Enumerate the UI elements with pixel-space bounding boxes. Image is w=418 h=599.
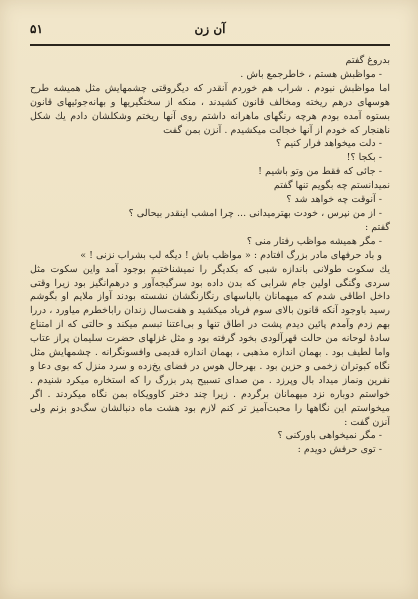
paragraph: اما مواظبش نبودم . شراب هم خوردم آنقدر که دیگروقتی چشمهایش مثل همیشه طرح هوسهای درهم ریخته ومخالف قانون کشیدند ، منکه از سختگیریها و بهانه‌جوئیهای قانون بستوه آمده بودم هرچه رنگهای ماهرانه داشتم روی آنها ریختم وشکلشان دادم یك شکل ناهنجار که خودم از آنها خجالت میکشیدم . آنزن بمن گفت [30, 82, 390, 136]
paragraph: بدروغ گفتم [345, 55, 390, 66]
dialogue-line: - بکجا ؟! [346, 152, 382, 164]
header-rule [30, 44, 390, 46]
dialogue-line: - توی حرفش دویدم : [297, 444, 382, 456]
dialogue-line: - آنوقت چه خواهد شد ؟ [286, 194, 382, 206]
paragraph: نمیدانستم چه بگویم تنها گفتم [273, 180, 390, 192]
dialogue-line: - مواظبش هستم ، خاطرجمع باش . [240, 68, 382, 80]
paragraph: یك سکوت طولانی باندازه شبی که بکدیگر را نمیشناختیم بوجود آمد واین سکوت مثل سردی وگنگی اولین جام شرابی که بدن داده بود سرگیجه‌آور و درهم‌انگیز بود زیرا وقتی داخل اطاقی شدم که میهمانان بالباسهای رنگارنگشان نشسته بودند آواز ملایم او بگوشم رسید باوجود آنکه قانون بالای سوم فریاد میکشید و هفت‌سال زندان راباخطرم میاورد ، دررا بهم زدم وآمدم پائین دیدم پشت در اطاق تنها و بی‌اعتنا تبسم میکند و حالتی که از امتناع سادهٔ لوحانه من حالت قهرآلودی بخود گرفته بود و مثل غزلهای حضرت سلیمان پراز عتاب واما لطیف بود . بهمان اندازه مذهبی ، بهمان اندازه قدیمی وافسونگرانه . چشمهایش مثل نگاه کبوتران زخمی و حزین بود . بهرحال هوس در فضای یخ‌زده و سرد منزل که بوی دعا و نفرین ونماز میداد بال وپرزد . من صدای تسبیح پدر بزرگ را که استخاره میکرد شنیدم . خواستم دوباره نزد میهمانان برگردم . زیرا چند دختر کاوویکاه بمن نگاه میکردند . اگر میخواستم این نگاهها را محبت‌آمیز تر کنم لازم بود هشت ماه دنبالشان سگ‌دو بزنم ولی آنزن گفت : [30, 263, 390, 428]
dialogue-line: - مگر همیشه مواظب رفتار منی ؟ [246, 235, 382, 247]
paragraph: گفتم : [365, 221, 390, 233]
page-body [30, 54, 390, 587]
page-header [30, 20, 390, 40]
dialogue-line: و باد حرفهای مادر بزرگ افتادم : « مواظب باش ! دیگه لب بشراب نزنی ! » [80, 249, 382, 261]
page-number: ۵۱ [30, 22, 43, 36]
dialogue-line: - از من نپرس ، خودت بهترمیدانی ... چرا امشب اینقدر بیحالی ؟ [128, 207, 382, 219]
dialogue-line: - مگر نمیخواهی باورکنی ؟ [277, 430, 382, 442]
dialogue-line: - دلت میخواهد فرار کنیم ؟ [275, 138, 382, 150]
running-title: آن زن [194, 22, 226, 36]
dialogue-line: - جائی که فقط من وتو باشیم ! [258, 166, 382, 178]
